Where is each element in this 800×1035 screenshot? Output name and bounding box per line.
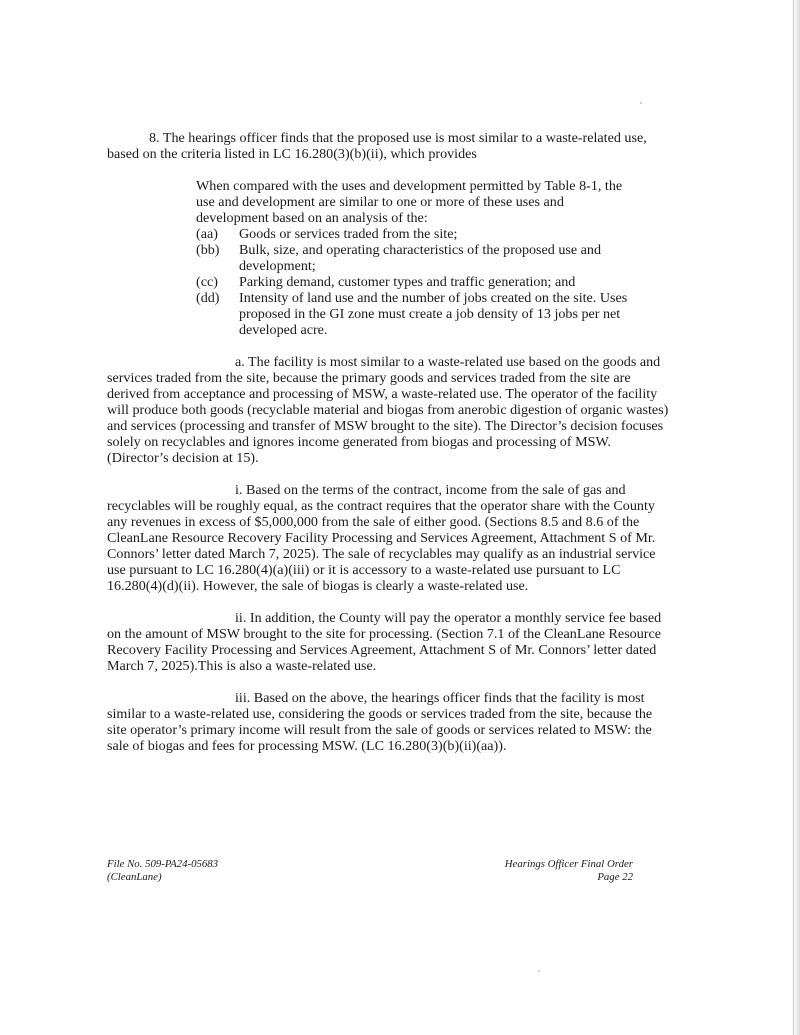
quote-item-label: (cc) bbox=[196, 274, 218, 290]
quote-item-label: (aa) bbox=[196, 226, 218, 242]
quote-item-text: Bulk, size, and operating characteristics of the proposed use and development; bbox=[239, 242, 602, 274]
quote-intro: When compared with the uses and development permitted by Table 8-1, the use and development are similar to one or more of these uses and development based on an analysis of the: bbox=[196, 178, 623, 226]
quote-item-label: (dd) bbox=[196, 290, 220, 306]
document-body bbox=[107, 130, 673, 770]
scan-edge-shadow bbox=[790, 0, 800, 1035]
quote-item-text: Goods or services traded from the site; bbox=[239, 226, 458, 242]
paragraph-a: a. The facility is most similar to a waste-related use based on the goods and services traded from the site, because the primary goods and services traded from the site are derived from acceptance and processing of MSW, a waste-related use. The operator of the facility will produce both goods (recyclable material and biogas from anerobic digestion of organic wastes) and services (processing and transfer of MSW brought to the site). The Director’s decision focuses solely on recyclables and ignores income generated from biogas and processing of MSW. (Director’s decision at 15). bbox=[107, 354, 669, 466]
quote-item-text: Intensity of land use and the number of jobs created on the site. Uses proposed in the GI zone must create a job density of 13 jobs per net developed acre. bbox=[239, 290, 628, 338]
scan-edge-line bbox=[793, 0, 794, 1035]
quote-item bbox=[196, 274, 632, 290]
paragraph-i: i. Based on the terms of the contract, income from the sale of gas and recyclables will be roughly equal, as the contract requires that the operator share with the County any revenues in excess of $5,000,000 from the sale of either good. (Sections 8.5 and 8.6 of the CleanLane Resource Recovery Facility Processing and Services Agreement, Attachment S of Mr. Connors’ letter dated March 7, 2025). The sale of recyclables may qualify as an industrial service use pursuant to LC 16.280(4)(a)(iii) or it is accessory to a waste-related use pursuant to LC 16.280(4)(d)(ii). However, the sale of biogas is clearly a waste-related use. bbox=[107, 482, 656, 594]
quote-item bbox=[196, 290, 632, 338]
footer-right bbox=[505, 858, 633, 884]
quote-item bbox=[196, 226, 632, 242]
footer-project: (CleanLane) bbox=[107, 871, 162, 883]
quote-item bbox=[196, 242, 632, 274]
quote-item-label: (bb) bbox=[196, 242, 220, 258]
footer-left bbox=[107, 858, 218, 884]
footer-doc-title: Hearings Officer Final Order bbox=[504, 858, 633, 870]
block-quote bbox=[196, 178, 632, 338]
paragraph-iii: iii. Based on the above, the hearings officer finds that the facility is most similar to a waste-related use, considering the goods or services traded from the site, because the site operator’s primary income will result from the sale of goods or services related to MSW: the sale of biogas and fees for processing MSW. (LC 16.280(3)(b)(ii)(aa)). bbox=[107, 690, 653, 754]
quote-item-text: Parking demand, customer types and traffic generation; and bbox=[239, 274, 576, 290]
scan-speck bbox=[640, 102, 642, 104]
footer-page-number: Page 22 bbox=[597, 871, 633, 883]
footer-file-number: File No. 509-PA24-05683 bbox=[107, 858, 219, 870]
scan-speck bbox=[538, 970, 540, 972]
paragraph-ii: ii. In addition, the County will pay the operator a monthly service fee based on the amount of MSW brought to the site for processing. (Section 7.1 of the CleanLane Resource Recovery Facility Processing and Services Agreement, Attachment S of Mr. Connors’ letter dated March 7, 2025).This is also a waste-related use. bbox=[107, 610, 662, 674]
paragraph-8: 8. The hearings officer finds that the proposed use is most similar to a waste-related use, based on the criteria listed in LC 16.280(3)(b)(ii), which provides bbox=[107, 130, 647, 162]
